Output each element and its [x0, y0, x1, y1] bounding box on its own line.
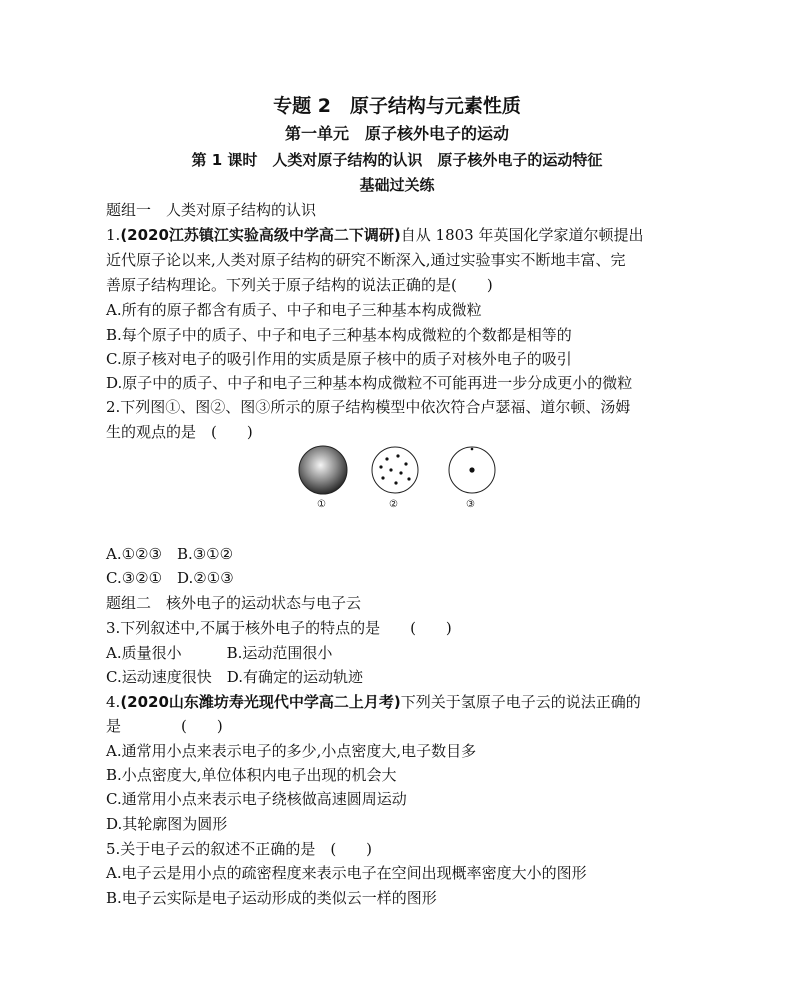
q1-number: 1.	[106, 226, 121, 244]
atom-models-svg	[292, 442, 512, 498]
q1-option-d: D.原子中的质子、中子和电子三种基本构成微粒不可能再进一步分成更小的微粒	[106, 374, 633, 392]
q3-line1: 3.下列叙述中,不属于核外电子的特点的是 ( )	[106, 619, 452, 637]
q4-line1	[106, 692, 641, 712]
q4-number: 4.	[106, 693, 121, 711]
q5-line1: 5.关于电子云的叙述不正确的是 ( )	[106, 840, 373, 858]
group2-title: 题组二 核外电子的运动状态与电子云	[106, 594, 362, 612]
atom-model-figure	[292, 442, 512, 514]
figure-label-3: ③	[466, 499, 475, 510]
chapter-title: 专题 2 原子结构与元素性质	[273, 95, 521, 117]
solid-sphere-model	[299, 446, 347, 494]
q3-options-ab: A.质量很小 B.运动范围很小	[106, 644, 333, 662]
q1-line3: 善原子结构理论。下列关于原子结构的说法正确的是( )	[106, 276, 493, 294]
q1-line1	[106, 225, 644, 245]
q1-option-c: C.原子核对电子的吸引作用的实质是原子核中的质子对核外电子的吸引	[106, 350, 572, 368]
q3-options-cd: C.运动速度很快 D.有确定的运动轨迹	[106, 668, 363, 686]
section-title: 基础过关练	[359, 176, 435, 194]
q1-source: (2020江苏镇江实验高级中学高二下调研)	[120, 226, 401, 244]
unit-title: 第一单元 原子核外电子的运动	[284, 124, 509, 143]
q4-option-d: D.其轮廓图为圆形	[106, 815, 228, 833]
q4-source: (2020山东潍坊寿光现代中学高二上月考)	[120, 693, 401, 711]
q1-line2: 近代原子论以来,人类对原子结构的研究不断深入,通过实验事实不断地丰富、完	[106, 251, 626, 269]
figure-label-2: ②	[389, 499, 398, 510]
q2-line2: 生的观点的是 ( )	[106, 423, 253, 441]
q1-text: 自从 1803 年英国化学家道尔顿提出	[400, 226, 644, 244]
group1-title: 题组一 人类对原子结构的认识	[106, 201, 317, 219]
lesson-title: 第 1 课时 人类对原子结构的认识 原子核外电子的运动特征	[191, 151, 603, 169]
q2-options-cd: C.③②① D.②①③	[106, 569, 234, 587]
q4-option-b: B.小点密度大,单位体积内电子出现的机会大	[106, 766, 397, 784]
plum-pudding-model	[372, 447, 418, 493]
q4-text: 下列关于氢原子电子云的说法正确的	[400, 693, 641, 711]
figure-label-1: ①	[317, 499, 326, 510]
q1-option-a: A.所有的原子都含有质子、中子和电子三种基本构成微粒	[106, 301, 482, 319]
q5-option-a: A.电子云是用小点的疏密程度来表示电子在空间出现概率密度大小的图形	[106, 864, 587, 882]
q1-option-b: B.每个原子中的质子、中子和电子三种基本构成微粒的个数都是相等的	[106, 326, 572, 344]
q2-options-ab: A.①②③ B.③①②	[106, 545, 234, 563]
nuclear-model	[449, 447, 495, 493]
q4-option-c: C.通常用小点来表示电子绕核做高速圆周运动	[106, 790, 407, 808]
q5-option-b: B.电子云实际是电子运动形成的类似云一样的图形	[106, 889, 437, 907]
q4-option-a: A.通常用小点来表示电子的多少,小点密度大,电子数目多	[106, 742, 477, 760]
q2-line1: 2.下列图①、图②、图③所示的原子结构模型中依次符合卢瑟福、道尔顿、汤姆	[106, 398, 631, 416]
q4-line2: 是 ( )	[106, 717, 223, 735]
